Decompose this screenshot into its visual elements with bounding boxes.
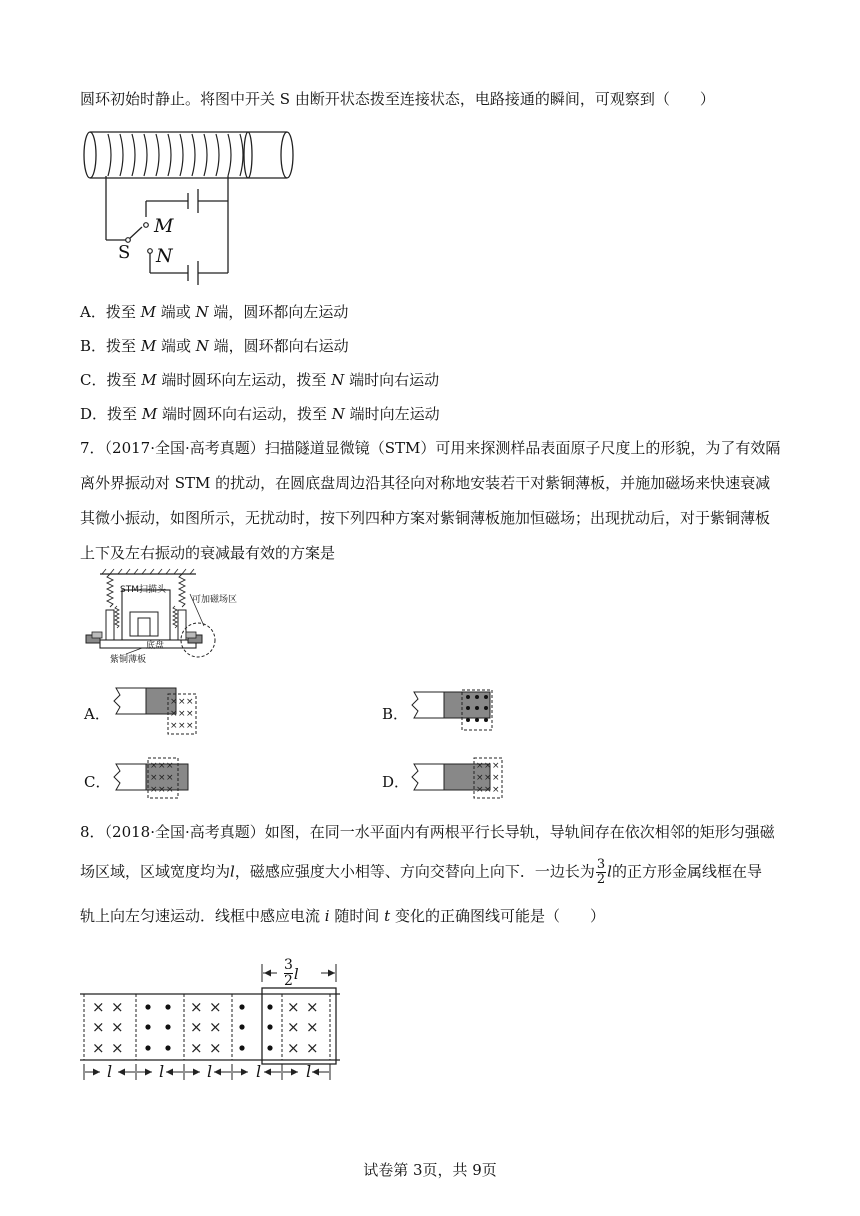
option-text: 拨至 — [106, 371, 142, 389]
svg-text:×: × — [186, 697, 194, 707]
svg-text:×: × — [150, 761, 158, 771]
option-letter: D． — [80, 405, 108, 423]
svg-text:×: × — [166, 785, 174, 795]
q7-option-c-letter[interactable]: C． — [84, 773, 111, 791]
q6-solenoid-circuit-figure — [80, 125, 300, 285]
svg-text:×: × — [492, 761, 500, 771]
option-text: 端或 — [155, 303, 196, 321]
option-letter: B． — [80, 337, 107, 355]
option-var-n: N — [331, 405, 345, 423]
q7-option-b-figure[interactable] — [410, 688, 498, 734]
svg-text:×: × — [306, 998, 319, 1016]
q8-width-label-1: l — [107, 1062, 113, 1081]
svg-text:×: × — [150, 785, 158, 795]
q7-option-d-figure[interactable] — [410, 754, 506, 800]
option-letter: C． — [80, 371, 107, 389]
svg-text:×: × — [287, 998, 300, 1016]
option-text: 拨至 — [106, 337, 141, 355]
option-var-m: M — [140, 303, 156, 321]
q7-stem-line-2: 离外界振动对 STM 的扰动，在圆底盘周边沿其径向对称地安装若干对紫铜薄板，并施加磁场来快速衰减 — [80, 474, 771, 492]
svg-text:×: × — [306, 1018, 319, 1036]
option-text: 端，圆环都向左运动 — [208, 303, 349, 321]
svg-text:×: × — [190, 1018, 203, 1036]
svg-text:×: × — [178, 721, 186, 731]
q6-stem-tail: 圆环初始时静止。将图中开关 S 由断开状态拨至连接状态，电路接通的瞬间，可观察到（ ） — [80, 90, 715, 108]
svg-text:×: × — [476, 773, 484, 783]
svg-text:×: × — [170, 709, 178, 719]
svg-text:×: × — [306, 1039, 319, 1057]
option-text: 端，圆环都向右运动 — [208, 337, 349, 355]
option-var-n: N — [195, 337, 209, 355]
q7-stem-line-3: 其微小振动，如图所示，无扰动时，按下列四种方案对紫铜薄板施加恒磁场；出现扰动后，对于紫铜薄板 — [80, 509, 771, 527]
svg-text:×: × — [170, 697, 178, 707]
page-footer: 试卷第 3页，共 9页 — [363, 1161, 497, 1179]
svg-text:×: × — [92, 1018, 105, 1036]
q8-figure-fraction-label — [284, 958, 299, 989]
option-text: 端时向左运动 — [344, 405, 440, 423]
q6-label-n: N — [156, 245, 173, 267]
svg-text:×: × — [186, 709, 194, 719]
q7-stem-line-4: 上下及左右振动的衰减最有效的方案是 — [80, 544, 336, 562]
q7-option-a-letter[interactable]: A． — [84, 705, 110, 723]
option-text: 端时向右运动 — [344, 371, 440, 389]
option-text: 端或 — [156, 337, 196, 355]
q6-label-s: S — [118, 242, 131, 263]
svg-text:×: × — [158, 785, 166, 795]
svg-text:×: × — [190, 1039, 203, 1057]
q8-var-l: l — [230, 862, 235, 881]
svg-text:×: × — [484, 773, 492, 783]
q7-option-c-figure[interactable] — [112, 754, 200, 800]
q6-label-m: M — [154, 215, 174, 237]
q6-option-d[interactable] — [80, 404, 440, 424]
q6-option-b[interactable] — [80, 336, 349, 356]
q7-stem-line-1: 7．（2017·全国·高考真题）扫描隧道显微镜（STM）可用来探测样品表面原子尺度上的形貌，为了有效隔 — [80, 439, 781, 457]
svg-text:×: × — [92, 998, 105, 1016]
option-var-m: M — [141, 405, 158, 423]
q8-width-label-5: l — [306, 1062, 312, 1081]
q7-option-b-letter[interactable]: B． — [382, 705, 409, 723]
svg-text:×: × — [190, 998, 203, 1016]
svg-text:×: × — [209, 1039, 222, 1057]
svg-text:×: × — [158, 761, 166, 771]
svg-text:×: × — [166, 761, 174, 771]
svg-text:×: × — [186, 721, 194, 731]
q8-stem-line-1: 8．（2018·全国·高考真题）如图，在同一水平面内有两根平行长导轨，导轨间存在依次相邻的矩形匀强磁 — [80, 823, 775, 841]
q8-var-i: i — [324, 907, 330, 925]
svg-text:×: × — [158, 773, 166, 783]
q7-label-field-zone: 可加磁场区 — [192, 595, 238, 605]
q8-fraction — [596, 858, 606, 887]
q8-text: ，磁感应强度大小相等、方向交替向上向下．一边长为 — [234, 862, 595, 881]
q7-option-a-figure[interactable] — [112, 686, 200, 736]
svg-text:×: × — [111, 1018, 124, 1036]
svg-text:×: × — [178, 697, 186, 707]
q8-width-label-4: l — [256, 1062, 262, 1081]
option-text: 端时圆环向右运动，拨至 — [157, 405, 332, 423]
svg-text:×: × — [209, 1018, 222, 1036]
q6-option-a[interactable] — [80, 302, 348, 322]
q7-label-plate: 紫铜薄板 — [110, 655, 147, 665]
option-var-n: N — [331, 371, 345, 389]
q8-frac-den: 2 — [596, 872, 606, 887]
svg-text:×: × — [178, 709, 186, 719]
q8-text: 的正方形金属线框在导 — [611, 862, 762, 881]
svg-text:×: × — [484, 785, 492, 795]
option-text: 拨至 — [105, 303, 141, 321]
q8-figure-var-l: l — [293, 964, 299, 983]
svg-text:×: × — [287, 1018, 300, 1036]
svg-text:×: × — [484, 761, 492, 771]
option-text: 拨至 — [107, 405, 142, 423]
q8-width-label-3: l — [207, 1062, 213, 1081]
option-var-n: N — [195, 303, 209, 321]
svg-text:×: × — [166, 773, 174, 783]
svg-text:×: × — [476, 785, 484, 795]
option-var-m: M — [140, 337, 157, 355]
q8-text: 变化的正确图线可能是（ ） — [390, 907, 605, 925]
option-letter: A． — [80, 303, 106, 321]
q8-stem-line-3 — [80, 906, 605, 926]
q8-frac-num: 3 — [596, 857, 606, 872]
svg-text:×: × — [287, 1039, 300, 1057]
q8-text: 轨上向左匀速运动．线框中感应电流 — [80, 907, 325, 925]
q8-figure-frac-den: 2 — [284, 973, 293, 989]
svg-text:×: × — [111, 998, 124, 1016]
q8-figure-frac-num: 3 — [284, 957, 293, 973]
q7-label-stm-head: STM扫描头 — [120, 585, 166, 595]
q7-label-base: 底盘 — [146, 641, 165, 651]
q8-text: 随时间 — [329, 907, 385, 925]
q6-option-c[interactable] — [80, 370, 439, 390]
svg-text:×: × — [92, 1039, 105, 1057]
q7-option-d-letter[interactable]: D． — [382, 773, 410, 791]
svg-text:×: × — [492, 773, 500, 783]
q8-stem-line-2 — [80, 858, 762, 887]
q8-width-label-2: l — [159, 1062, 165, 1081]
svg-text:×: × — [150, 773, 158, 783]
q8-var-l: l — [607, 862, 612, 881]
q8-text: 场区域，区域宽度均为 — [80, 862, 231, 881]
option-var-m: M — [141, 371, 157, 389]
option-text: 端时圆环向左运动，拨至 — [156, 371, 332, 389]
svg-text:×: × — [492, 785, 500, 795]
svg-text:×: × — [170, 721, 178, 731]
q8-figure-frac — [284, 958, 293, 989]
q8-var-t: t — [384, 907, 391, 925]
svg-text:×: × — [111, 1039, 124, 1057]
svg-text:×: × — [476, 761, 484, 771]
svg-text:×: × — [209, 998, 222, 1016]
